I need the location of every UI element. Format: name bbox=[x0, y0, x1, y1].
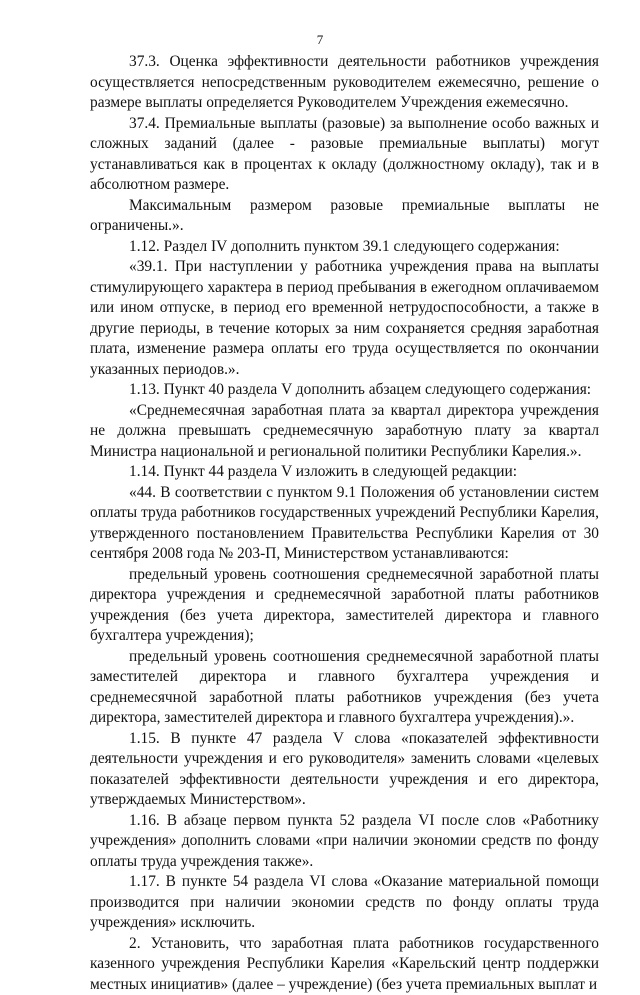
paragraph-limit-director: предельный уровень соотношения среднемесячной заработной платы директора учреждения и среднемесячной заработной платы работников учреждения (без учета директора, заместителей директора и главного бухгалтера учреждения); bbox=[90, 565, 599, 647]
paragraph-1-14: 1.14. Пункт 44 раздела V изложить в следующей редакции: bbox=[90, 462, 599, 483]
paragraph-1-15: 1.15. В пункте 47 раздела V слова «показателей эффективности деятельности учреждения и его руководителя» заменить словами «целевых показателей эффективности деятельности учреждения и его директора, утверждаемых Министерством». bbox=[90, 729, 599, 811]
page-number: 7 bbox=[0, 32, 640, 48]
paragraph-average-salary: «Среднемесячная заработная плата за квартал директора учреждения не должна превышать среднемесячную заработную плату за квартал Министра национальной и региональной политики Республики Карелия.». bbox=[90, 401, 599, 463]
paragraph-1-16: 1.16. В абзаце первом пункта 52 раздела VI после слов «Работнику учреждения» дополнить словами «при наличии экономии средств по фонду оплаты труда учреждения также». bbox=[90, 811, 599, 873]
document-body bbox=[90, 52, 599, 995]
paragraph-max-size: Максимальным размером разовые премиальные выплаты не ограничены.». bbox=[90, 196, 599, 237]
paragraph-1-13: 1.13. Пункт 40 раздела V дополнить абзацем следующего содержания: bbox=[90, 380, 599, 401]
paragraph-1-17: 1.17. В пункте 54 раздела VI слова «Оказание материальной помощи производится при наличии экономии средств по фонду оплаты труда учреждения» исключить. bbox=[90, 872, 599, 934]
paragraph-1-12: 1.12. Раздел IV дополнить пунктом 39.1 следующего содержания: bbox=[90, 237, 599, 258]
paragraph-44: «44. В соответствии с пунктом 9.1 Положения об установлении систем оплаты труда работников государственных учреждений Республики Карелия, утвержденного постановлением Правительства Республики Карелия от 30 сентября 2008 года № 203-П, Министерством устанавливаются: bbox=[90, 483, 599, 565]
paragraph-limit-deputies: предельный уровень соотношения среднемесячной заработной платы заместителей директора и главного бухгалтера учреждения и среднемесячной заработной платы работников учреждения (без учета директора, заместителей директора и главного бухгалтера учреждения).». bbox=[90, 647, 599, 729]
paragraph-37-3: 37.3. Оценка эффективности деятельности работников учреждения осуществляется непосредственным руководителем ежемесячно, решение о размере выплаты определяется Руководителем Учреждения ежемесячно. bbox=[90, 52, 599, 114]
paragraph-2: 2. Установить, что заработная плата работников государственного казенного учреждения Республики Карелия «Карельский центр поддержки местных инициатив» (далее – учреждение) (без учета премиальных выплат и bbox=[90, 934, 599, 995]
paragraph-39-1: «39.1. При наступлении у работника учреждения права на выплаты стимулирующего характера в период пребывания в ежегодном оплачиваемом или ином отпуске, в период его временной нетрудоспособности, а также в другие периоды, в течение которых за ним сохраняется средняя заработная плата, изменение размера оплаты его труда осуществляется по окончании указанных периодов.». bbox=[90, 257, 599, 380]
paragraph-37-4: 37.4. Премиальные выплаты (разовые) за выполнение особо важных и сложных заданий (далее - разовые премиальные выплаты) могут устанавливаться как в процентах к окладу (должностному окладу), так и в абсолютном размере. bbox=[90, 114, 599, 196]
